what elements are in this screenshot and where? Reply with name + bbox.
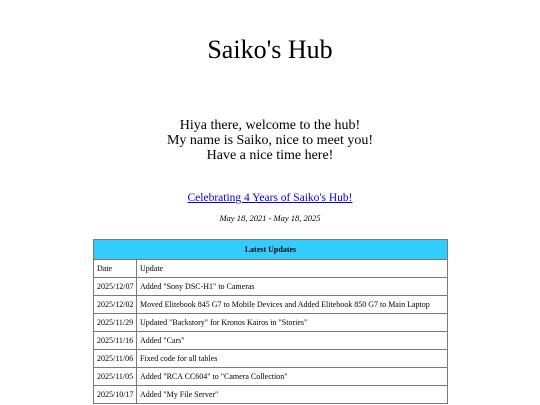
column-header-date: Date (94, 260, 137, 278)
column-header-update: Update (137, 260, 448, 278)
table-row (94, 350, 448, 368)
row-update: Added "Sony DSC-H1" to Cameras (137, 278, 448, 296)
welcome-line: My name is Saiko, nice to meet you! (166, 133, 374, 148)
table-title: Latest Updates (94, 240, 448, 260)
row-update: Added "My File Server" (137, 386, 448, 404)
anniversary-link[interactable]: Celebrating 4 Years of Saiko's Hub! (187, 192, 353, 204)
row-date: 2025/12/07 (94, 278, 137, 296)
row-date: 2025/10/17 (94, 386, 137, 404)
table-row (94, 386, 448, 404)
welcome-line: Hiya there, welcome to the hub! (179, 118, 361, 133)
table-title-row (94, 240, 448, 260)
row-date: 2025/11/06 (94, 350, 137, 368)
row-update: Updated "Backstory" for Kronos Kairos in "Stories" (137, 314, 448, 332)
site-title: Saiko's Hub (207, 35, 333, 64)
table-row (94, 314, 448, 332)
row-date: 2025/12/02 (94, 296, 137, 314)
anniversary-link-container (0, 191, 540, 205)
row-update: Fixed code for all tables (137, 350, 448, 368)
table-row (94, 296, 448, 314)
row-date: 2025/11/29 (94, 314, 137, 332)
table-row (94, 332, 448, 350)
welcome-message (0, 118, 540, 163)
row-date: 2025/11/05 (94, 368, 137, 386)
table-header-row (94, 260, 448, 278)
table-row (94, 278, 448, 296)
row-date: 2025/11/16 (94, 332, 137, 350)
table-row (94, 368, 448, 386)
welcome-line: Have a nice time here! (206, 148, 334, 163)
row-update: Added "Cars" (137, 332, 448, 350)
row-update: Moved Elitebook 845 G7 to Mobile Devices and Added Elitebook 850 G7 to Main Laptop (137, 296, 448, 314)
row-update: Added "RCA CC604" to "Camera Collection" (137, 368, 448, 386)
latest-updates-table (93, 239, 448, 404)
anniversary-dates: May 18, 2021 - May 18, 2025 (219, 213, 321, 223)
